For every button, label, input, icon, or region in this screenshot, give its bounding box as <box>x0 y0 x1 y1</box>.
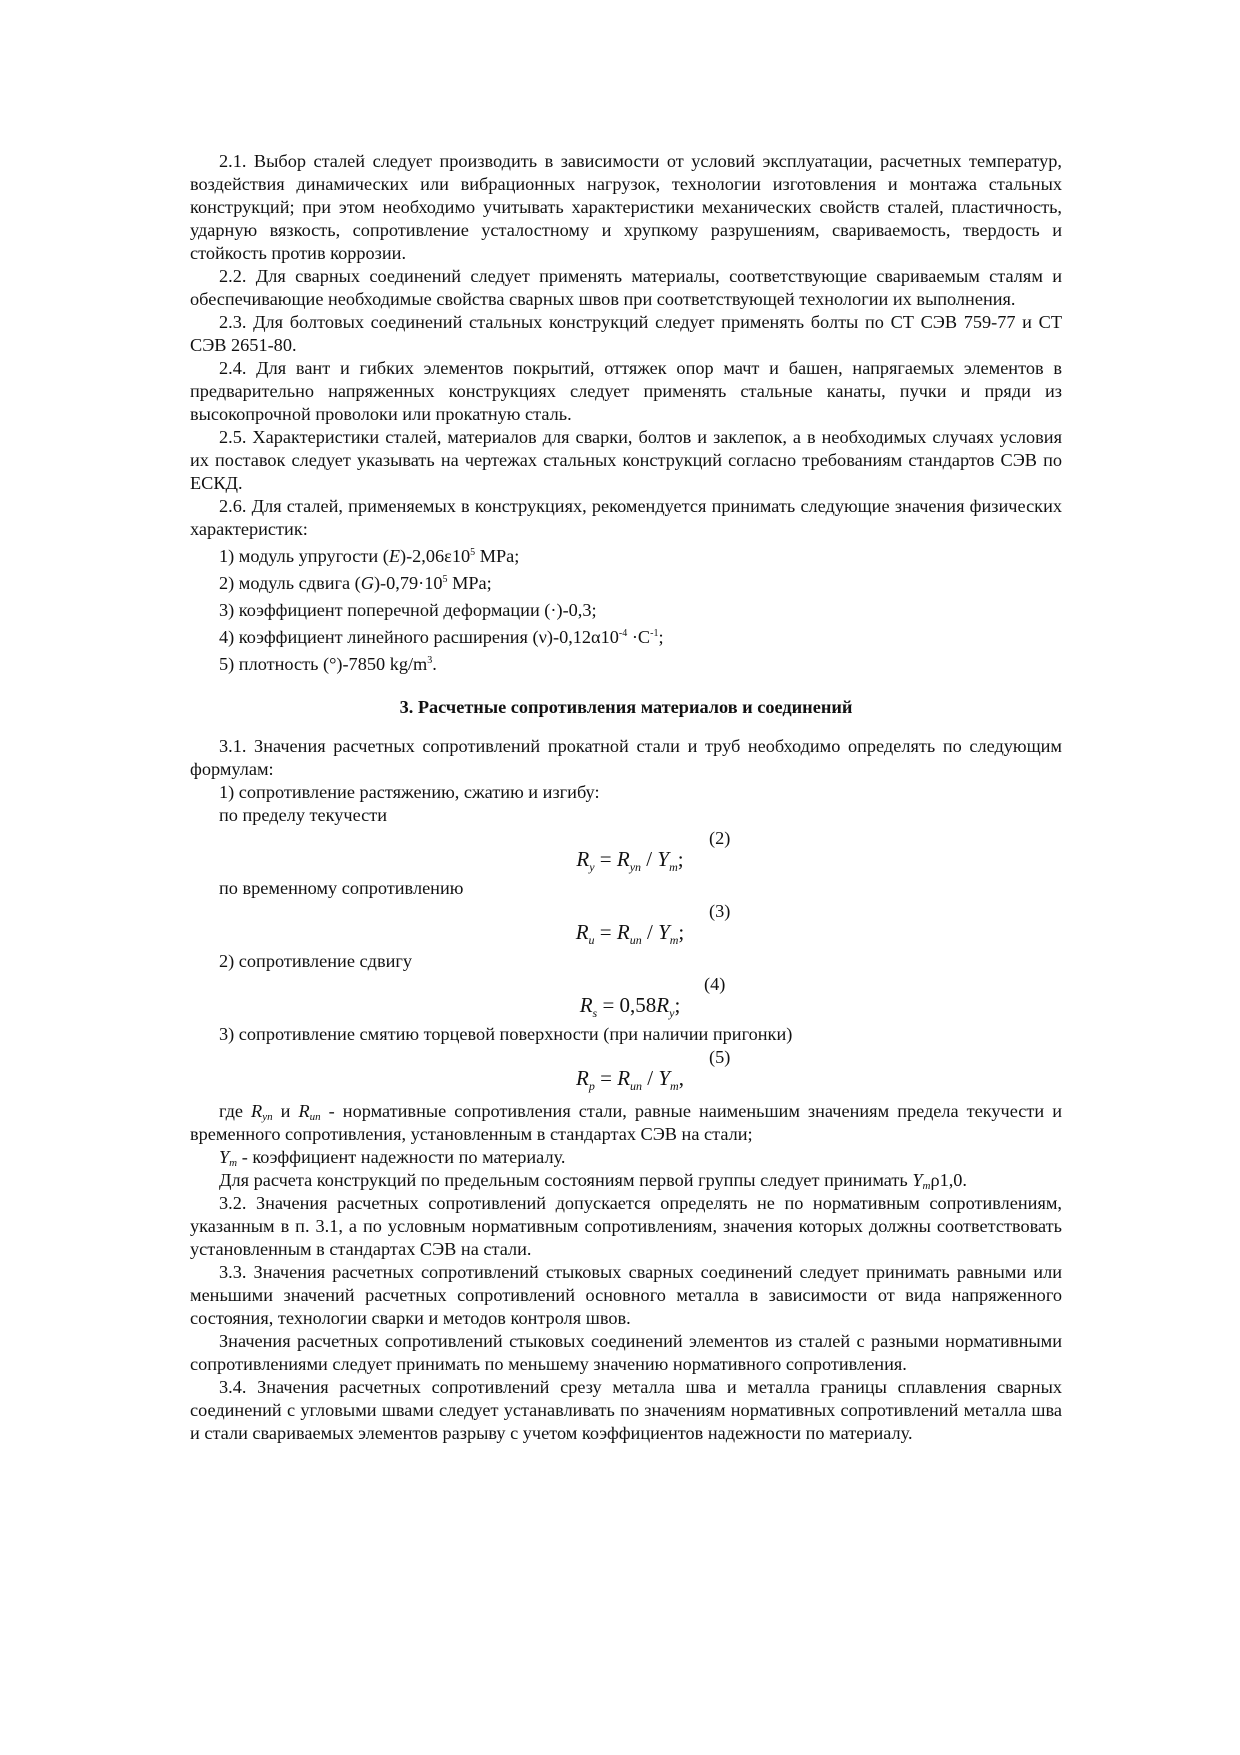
formula-number: (2) <box>709 828 731 848</box>
list-item-poisson: 3) коэффициент поперечной деформации (·)-0,3; <box>219 600 597 620</box>
paragraph-2-3: 2.3. Для болтовых соединений стальных конструкций следует применять болты по СТ СЭВ 759-77 и СТ СЭВ 2651-80. <box>190 312 1062 355</box>
paragraph-3-4: 3.4. Значения расчетных сопротивлений срезу металла шва и металла границы сплавления сварных соединений с угловыми швами следует устанавливать по значениям нормативных сопротивлений металла шва и стали свариваемых элементов разрыву с учетом коэффициентов надежности по материалу. <box>190 1377 1062 1443</box>
paragraph-ym: $Y_m$ - коэффициент надежности по материалу. <box>219 1147 566 1169</box>
subitem-yield: по пределу текучести <box>219 805 388 825</box>
subitem-shear: 2) сопротивление сдвигу <box>219 951 412 971</box>
paragraph-2-4: 2.4. Для вант и гибких элементов покрытий, оттяжек опор мачт и башен, напрягаемых элементов в предварительно напряженных конструкциях следует применять стальные канаты, пучки и пряди из высокопрочной проволоки или прокатную сталь. <box>190 358 1062 424</box>
paragraph-3-2: 3.2. Значения расчетных сопротивлений допускается определять не по нормативным сопротивлениям, указанным в п. 3.1, а по условным нормативным сопротивлениям, значения которых должны соответствовать установленным в стандартах СЭВ на стали. <box>190 1193 1062 1259</box>
formula-expression: $R_p = R_{un} / Y_m$, <box>576 1066 684 1094</box>
paragraph-2-1: 2.1. Выбор сталей следует производить в зависимости от условий эксплуатации, расчетных температур, воздействия динамических или вибрационных нагрузок, технологии изготовления и монтажа стальных конструкций; при этом необходимо учитывать характеристики механических свойств сталей, пластичность, ударную вязкость, сопротивление усталостному и хрупкому разрушениям, свариваемость, твердость и стойкость против коррозии. <box>190 151 1062 263</box>
paragraph-2-2: 2.2. Для сварных соединений следует применять материалы, соответствующие свариваемым сталям и обеспечивающие необходимые свойства сварных швов при соответствующей технологии их выполнения. <box>190 266 1062 309</box>
subitem-bearing: 3) сопротивление смятию торцевой поверхности (при наличии пригонки) <box>219 1024 793 1044</box>
list-item-expansion: 4) коэффициент линейного расширения $(\nu)-0,12\alpha 10^{-4} \cdot С^{-1}$; <box>219 627 664 647</box>
paragraph-2-6: 2.6. Для сталей, применяемых в конструкциях, рекомендуется принимать следующие значения физических характеристик: <box>190 496 1062 539</box>
list-item-shear-modulus: 2) модуль сдвига $(G)-0,79\cdot 10^5$ MPa; <box>219 573 492 593</box>
list-item-density: 5) плотность (°)-7850 $kg/m^3$. <box>219 654 437 674</box>
section-heading-3: 3. Расчетные сопротивления материалов и соединений <box>399 697 853 717</box>
subitem-tension: 1) сопротивление растяжению, сжатию и изгибу: <box>219 782 600 802</box>
list-item-elasticity: 1) модуль упругости $(E)-2,06\varepsilon 10^5$ MPa; <box>219 546 520 566</box>
subitem-ultimate: по временному сопротивлению <box>219 878 464 898</box>
paragraph-3-3b: Значения расчетных сопротивлений стыковых соединений элементов из сталей с разными нормативными сопротивлениями следует принимать по меньшему значению нормативного сопротивления. <box>190 1331 1062 1374</box>
formula-expression: $R_y = R_{yn} / Y_m$; <box>576 847 684 875</box>
formula-3 <box>190 900 1062 950</box>
formula-number: (5) <box>709 1047 731 1067</box>
paragraph-group1: Для расчета конструкций по предельным состояниям первой группы следует принимать $Y_m\rho 1,0$. <box>219 1170 967 1192</box>
paragraph-where: где $R_{yn}$ и $R_{un}$ - нормативные сопротивления стали, равные наименьшим значениям предела текучести и временного сопротивления, установленным в стандартах СЭВ на стали; <box>190 1101 1063 1144</box>
paragraph-3-3: 3.3. Значения расчетных сопротивлений стыковых сварных соединений следует принимать равными или меньшими значений расчетных сопротивлений основного металла в зависимости от вида напряженного состояния, технологии сварки и методов контроля швов. <box>190 1262 1062 1328</box>
document-page <box>190 150 1062 1445</box>
formula-2 <box>190 827 1062 877</box>
formula-4 <box>190 973 1062 1023</box>
formula-5 <box>190 1046 1062 1096</box>
paragraph-3-1: 3.1. Значения расчетных сопротивлений прокатной стали и труб необходимо определять по следующим формулам: <box>190 736 1062 779</box>
formula-expression: $R_u = R_{un} / Y_m$; <box>575 920 685 948</box>
paragraph-2-5: 2.5. Характеристики сталей, материалов для сварки, болтов и заклепок, а в необходимых случаях условия их поставок следует указывать на чертежах стальных конструкций согласно требованиям стандартов СЭВ по ЕСКД. <box>190 427 1062 493</box>
formula-expression: $R_s = 0,58R_y$; <box>579 993 681 1021</box>
formula-number: (4) <box>704 974 726 994</box>
formula-number: (3) <box>709 901 731 921</box>
